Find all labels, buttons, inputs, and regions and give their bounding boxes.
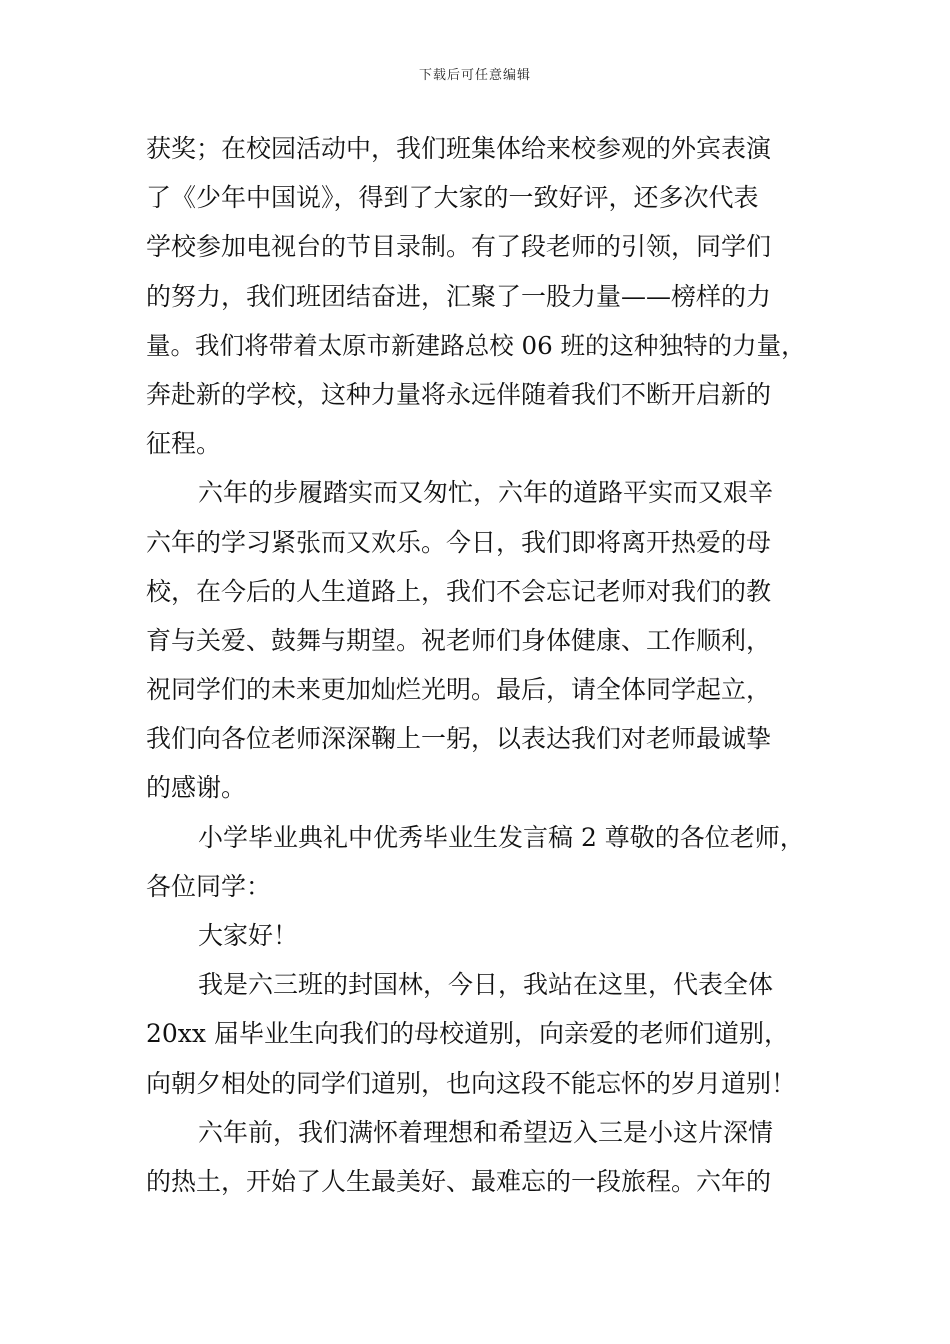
- text-line: 大家好！: [198, 921, 299, 950]
- text-line: 20xx 届毕业生向我们的母校道别，向亲爱的老师们道别，: [146, 1019, 789, 1049]
- document-body: [146, 124, 806, 1206]
- text-line: 的热土，开始了人生最美好、最难忘的一段旅程。六年的: [146, 1166, 772, 1196]
- text-line: 育与关爱、鼓舞与期望。祝老师们身体健康、工作顺利，: [146, 625, 772, 655]
- text-line: 学校参加电视台的节目录制。有了段老师的引领，同学们: [146, 232, 772, 262]
- text-line: 六年的步履踏实而又匆忙，六年的道路平实而又艰辛: [198, 478, 774, 508]
- text-line: 量。我们将带着太原市新建路总校 06 班的这种独特的力量，: [146, 330, 806, 360]
- text-line: 的感谢。: [146, 773, 247, 803]
- text-line: 向朝夕相处的同学们道别，也向这段不能忘怀的岁月道别！: [146, 1068, 797, 1098]
- text-line: 奔赴新的学校，这种力量将永远伴随着我们不断开启新的: [146, 379, 772, 409]
- page-header: 下载后可任意编辑: [418, 68, 531, 83]
- text-line: 了《少年中国说》，得到了大家的一致好评，还多次代表: [146, 183, 759, 213]
- text-line: 的努力，我们班团结奋进，汇聚了一股力量——榜样的力: [146, 281, 772, 311]
- text-line: 六年前，我们满怀着理想和希望迈入三是小这片深情: [198, 1117, 774, 1147]
- text-line: 小学毕业典礼中优秀毕业生发言稿 2 尊敬的各位老师，: [198, 822, 805, 852]
- text-line: 各位同学：: [146, 871, 272, 901]
- text-line: 征程。: [146, 429, 222, 459]
- text-line: 六年的学习紧张而又欢乐。今日，我们即将离开热爱的母: [146, 527, 772, 557]
- text-line: 祝同学们的未来更加灿烂光明。最后，请全体同学起立，: [146, 675, 772, 705]
- text-line: 校，在今后的人生道路上，我们不会忘记老师对我们的教: [146, 576, 772, 606]
- text-line: 获奖；在校园活动中，我们班集体给来校参观的外宾表演: [146, 134, 772, 163]
- text-line: 我们向各位老师深深鞠上一躬，以表达我们对老师最诚挚: [146, 724, 772, 754]
- text-line: 我是六三班的封国林，今日，我站在这里，代表全体: [198, 970, 774, 1000]
